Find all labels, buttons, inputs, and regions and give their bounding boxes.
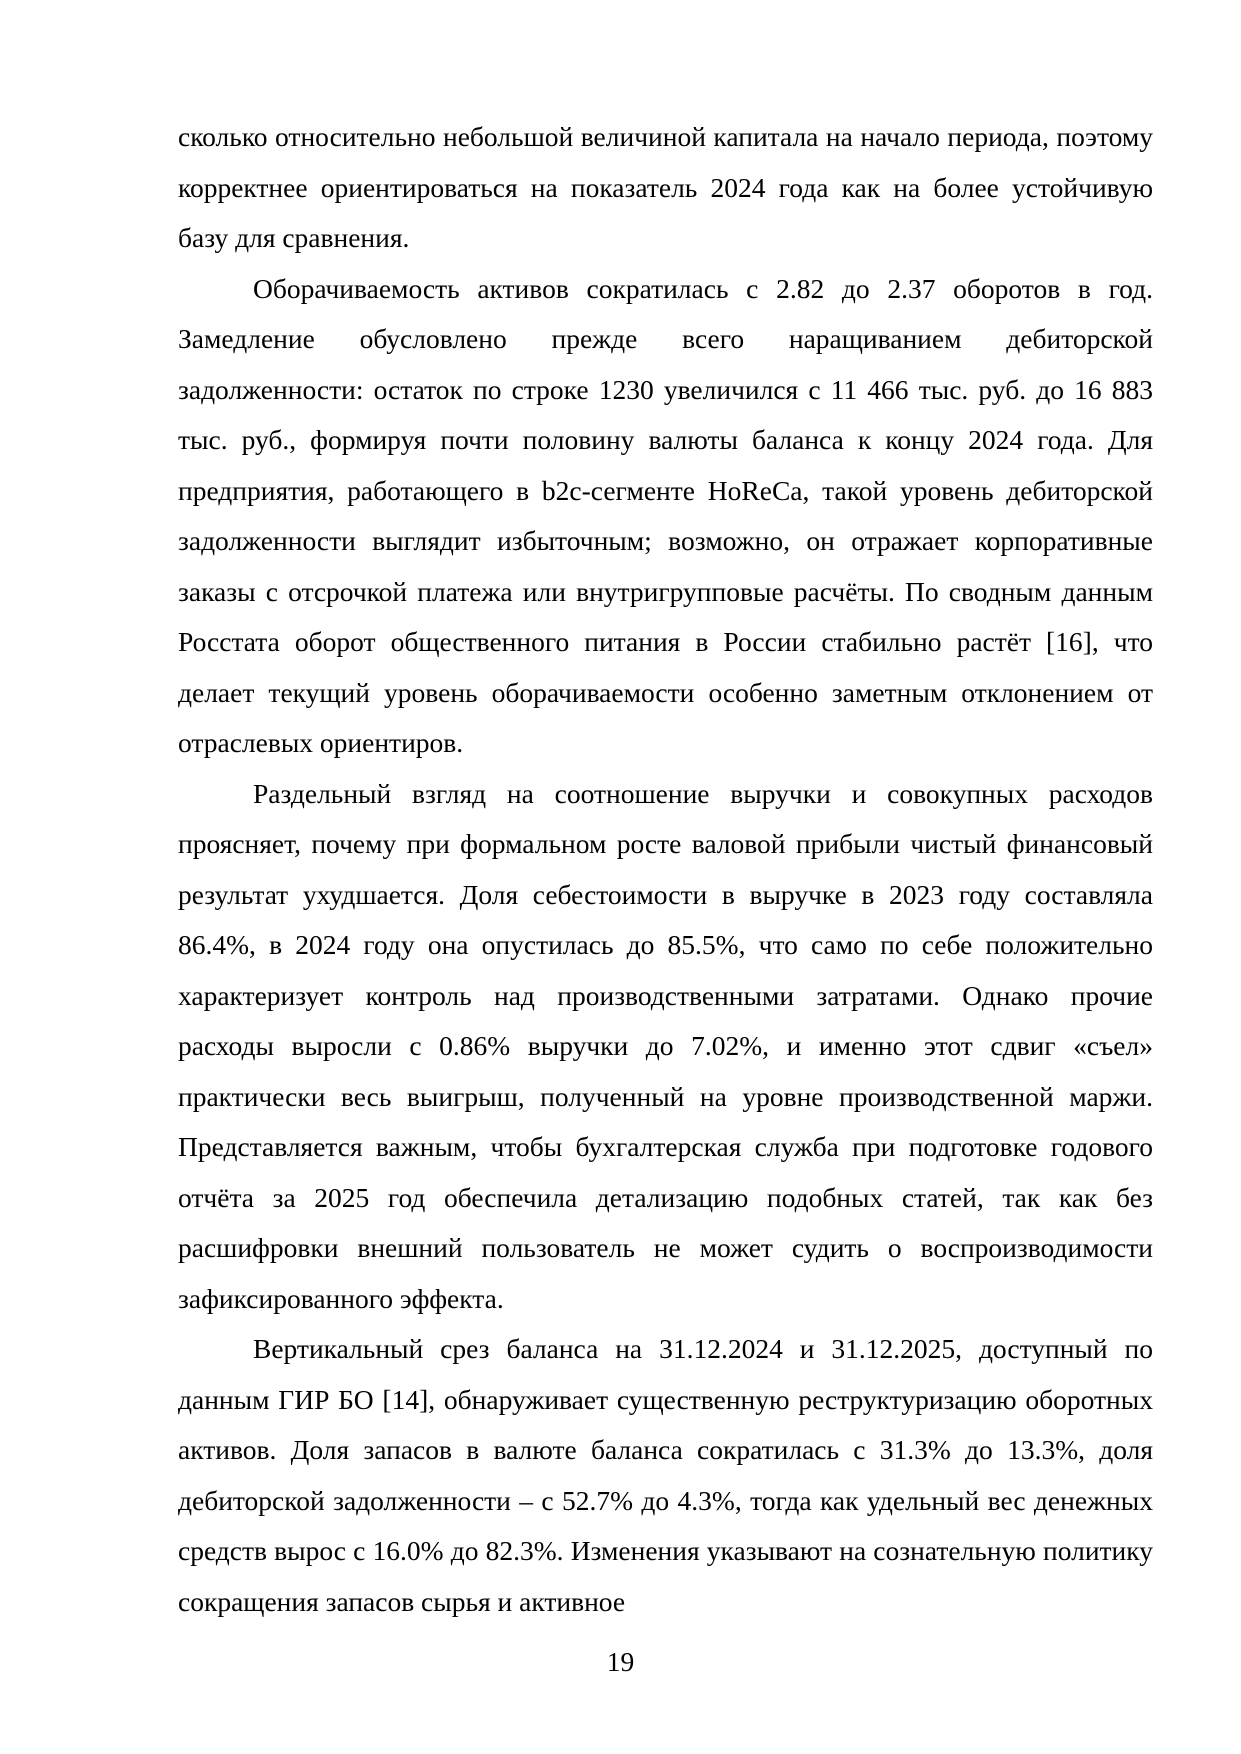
paragraph-revenue-expenses: Раздельный взгляд на соотношение выручки и совокупных расходов проясняет, почему при формальном росте валовой прибыли чистый финансовый результат ухудшается. Доля себестоимости в выручке в 2023 году составляла 86.4%, в 2024 году она опустилась до 85.5%, что само по себе положительно характеризует контроль над производственными затратами. Однако прочие расходы выросли с 0.86% выручки до 7.02%, и именно этот сдвиг «съел» практически весь выигрыш, полученный на уровне производственной маржи. Представляется важным, чтобы бухгалтерская служба при подготовке годового отчёта за 2025 год обеспечила детализацию подобных статей, так как без расшифровки внешний пользователь не может судить о воспроизводимости зафиксированного эффекта. [178,777,1153,1314]
paragraph-asset-turnover: Оборачиваемость активов сократилась с 2.82 до 2.37 оборотов в год. Замедление обусловлено прежде всего наращиванием дебиторской задолженности: остаток по строке 1230 увеличился с 11 466 тыс. руб. до 16 883 тыс. руб., формируя почти половину валюты баланса к концу 2024 года. Для предприятия, работающего в b2c-сегменте HoReCa, такой уровень дебиторской задолженности выглядит избыточным; возможно, он отражает корпоративные заказы с отсрочкой платежа или внутригрупповые расчёты. По сводным данным Росстата оборот общественного питания в России стабильно растёт [16], что делает текущий уровень оборачиваемости особенно заметным отклонением от отраслевых ориентиров. [178,272,1153,758]
body-text [178,112,1153,1627]
page-number: 19 [606,1646,635,1677]
paragraph-balance-structure: Вертикальный срез баланса на 31.12.2024 и 31.12.2025, доступный по данным ГИР БО [14], обнаруживает существенную реструктуризацию оборотных активов. Доля запасов в валюте баланса сократилась с 31.3% до 13.3%, доля дебиторской задолженности – с 52.7% до 4.3%, тогда как удельный вес денежных средств вырос с 16.0% до 82.3%. Изменения указывают на сознательную политику сокращения запасов сырья и активное [178,1333,1153,1617]
paragraph-continuation: сколько относительно небольшой величиной капитала на начало периода, поэтому корректнее ориентироваться на показатель 2024 года как на более устойчивую базу для сравнения. [178,121,1153,253]
